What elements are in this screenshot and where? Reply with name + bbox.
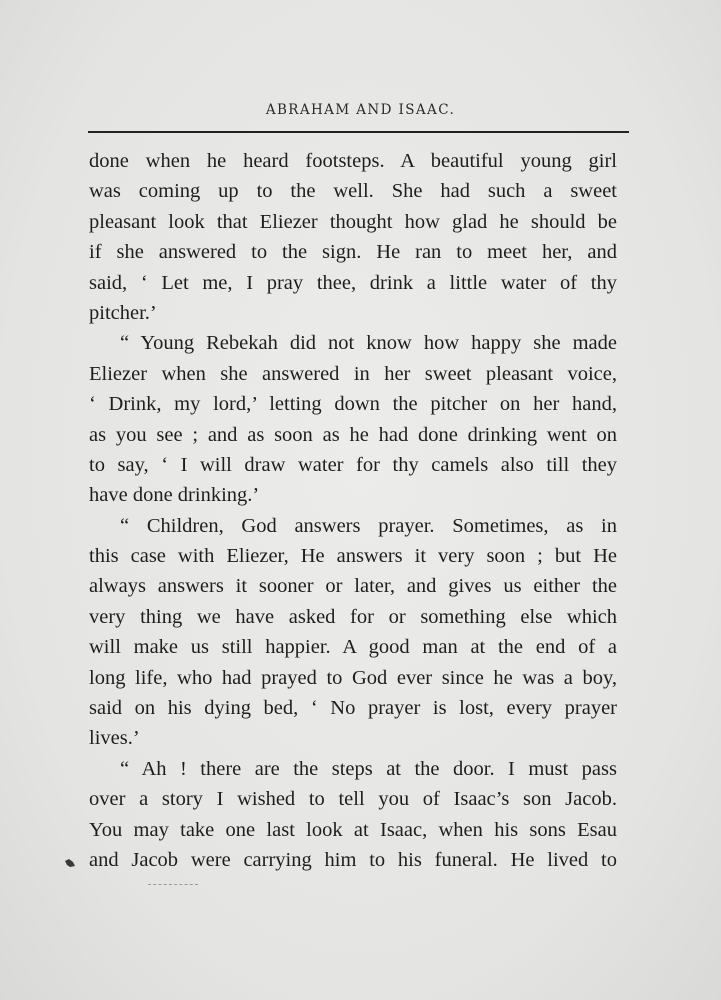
- text-line: done when he heard footsteps. A beautiful young girl: [89, 150, 617, 172]
- text-line: was coming up to the well. She had such a sweet: [89, 180, 617, 203]
- text-line: if she answered to the sign. He ran to meet her, and: [89, 241, 617, 264]
- text-line: very thing we have asked for or something else which: [89, 605, 617, 628]
- text-line: have done drinking.’: [89, 484, 260, 507]
- body-text: [89, 146, 617, 875]
- text-line: always answers it sooner or later, and gives us either the: [89, 575, 617, 598]
- text-line: You may take one last look at Isaac, when his sons Esau: [89, 818, 617, 841]
- text-line: long life, who had prayed to God ever since he was a boy,: [89, 666, 617, 689]
- text-line: pleasant look that Eliezer thought how glad he should be: [89, 210, 617, 233]
- text-line: over a story I wished to tell you of Isaac’s son Jacob.: [89, 788, 617, 811]
- ink-speck: [64, 858, 76, 868]
- text-line: as you see ; and as soon as he had done drinking went on: [89, 423, 617, 446]
- text-line: ‘ Drink, my lord,’ letting down the pitcher on her hand,: [89, 393, 617, 416]
- text-line: Eliezer when she answered in her sweet pleasant voice,: [89, 362, 617, 385]
- text-line: will make us still happier. A good man at the end of a: [89, 636, 617, 659]
- text-line: “ Children, God answers prayer. Sometimes, as in: [120, 514, 617, 537]
- header-rule: [88, 131, 629, 133]
- paper-smudge: [148, 884, 198, 887]
- text-line: “ Ah ! there are the steps at the door. I must pass: [120, 757, 617, 780]
- text-line: and Jacob were carrying him to his funeral. He lived to: [89, 848, 617, 871]
- text-line: “ Young Rebekah did not know how happy she made: [120, 332, 617, 355]
- text-line: to say, ‘ I will draw water for thy camels also till they: [89, 453, 617, 476]
- text-line: lives.’: [89, 727, 140, 750]
- text-line: said, ‘ Let me, I pray thee, drink a little water of thy: [89, 271, 617, 294]
- text-line: pitcher.’: [89, 301, 157, 324]
- running-head-title: ABRAHAM AND ISAAC.: [265, 102, 456, 118]
- text-line: said on his dying bed, ‘ No prayer is lost, every prayer: [89, 697, 617, 720]
- text-line: this case with Eliezer, He answers it very soon ; but He: [89, 545, 617, 568]
